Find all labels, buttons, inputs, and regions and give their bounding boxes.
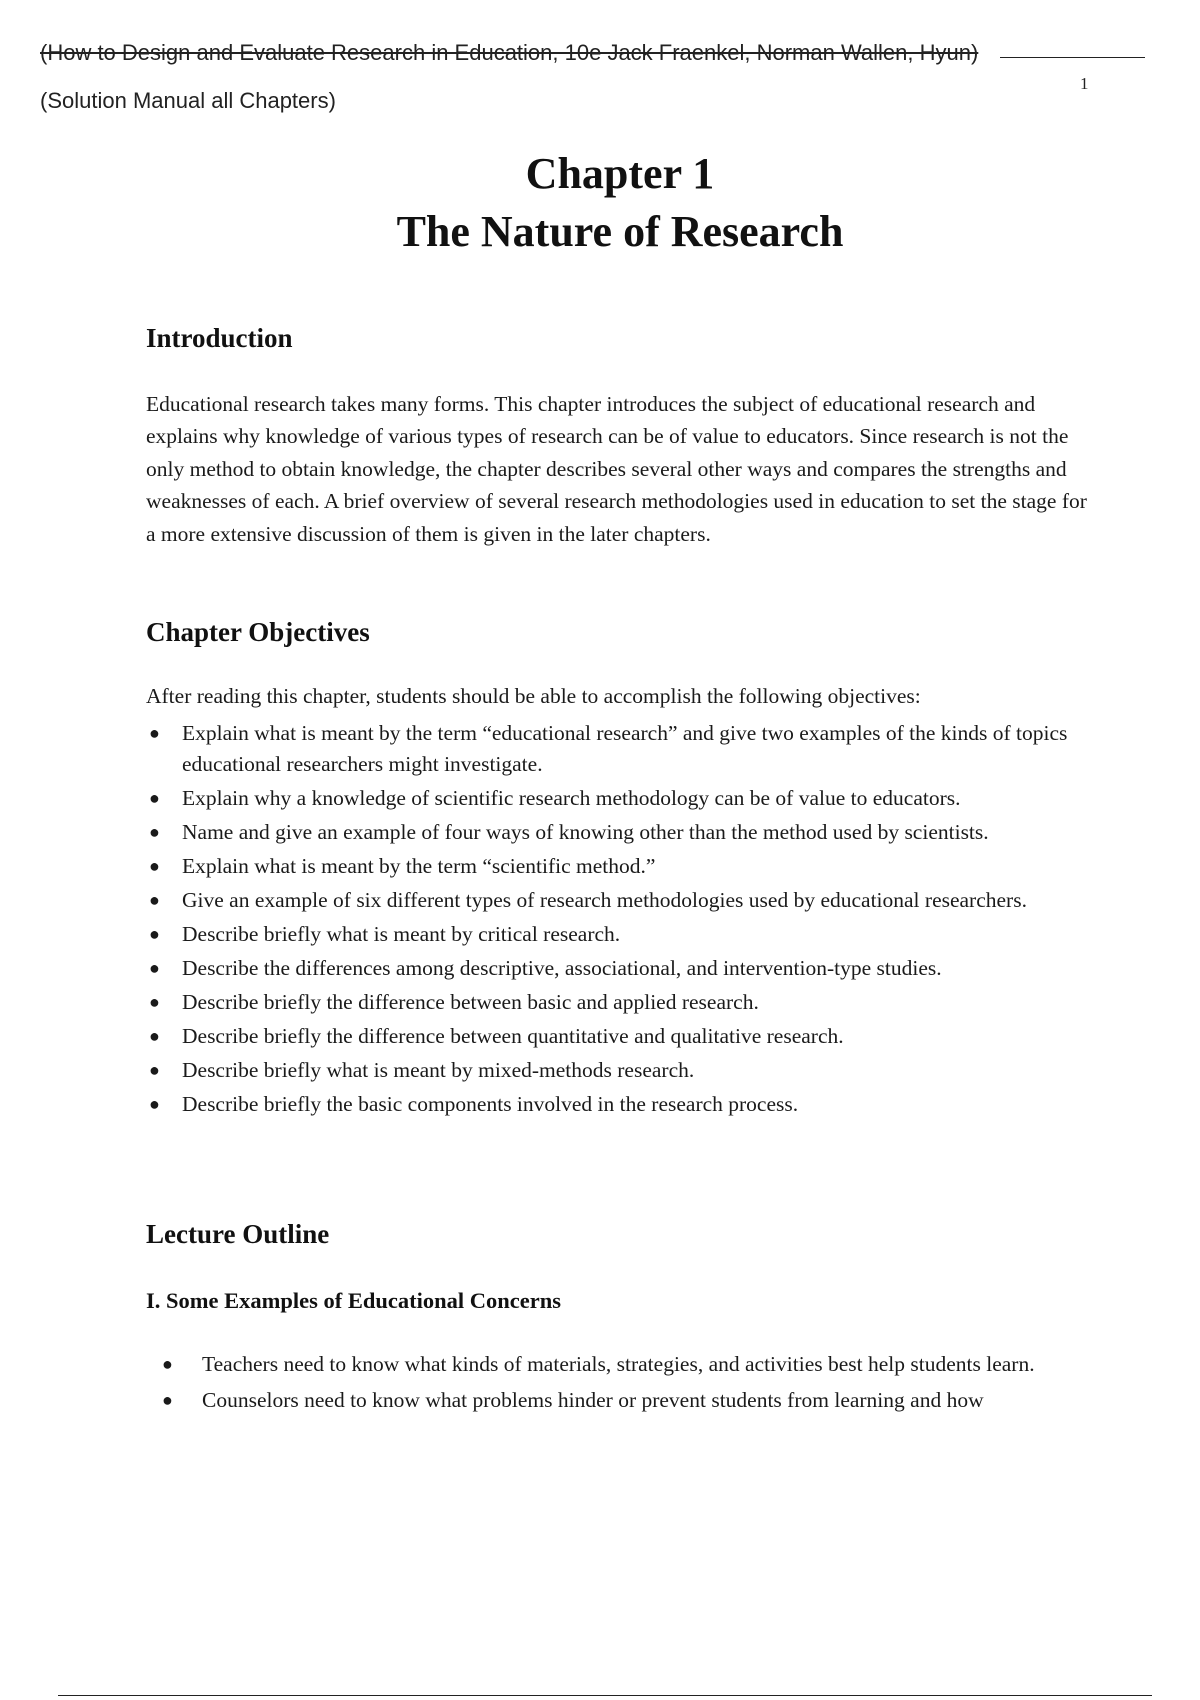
bullet-icon: ● bbox=[149, 1060, 160, 1080]
bullet-icon: ● bbox=[149, 822, 160, 842]
bullet-icon: ● bbox=[162, 1354, 173, 1374]
introduction-heading: Introduction bbox=[146, 323, 293, 353]
bullet-icon: ● bbox=[162, 1390, 173, 1410]
bullet-icon: ● bbox=[149, 856, 160, 876]
page-number: 1 bbox=[1080, 74, 1089, 93]
bullet-icon: ● bbox=[149, 1094, 160, 1114]
header-rule bbox=[1000, 57, 1145, 58]
list-item: ● Describe the differences among descriptive, associational, and intervention-type studies. bbox=[146, 953, 1096, 984]
list-item: ● Describe briefly the difference between quantitative and qualitative research. bbox=[146, 1021, 1096, 1052]
list-item: ● Teachers need to know what kinds of materials, strategies, and activities best help students learn. bbox=[160, 1349, 1090, 1380]
bullet-icon: ● bbox=[149, 1026, 160, 1046]
bullet-icon: ● bbox=[149, 890, 160, 910]
chapter-number: Chapter 1 bbox=[525, 149, 715, 198]
section-heading: I. Some Examples of Educational Concerns bbox=[146, 1288, 562, 1313]
list-item: ● Give an example of six different types of research methodologies used by educational researchers. bbox=[146, 885, 1096, 916]
objectives-lead: After reading this chapter, students should be able to accomplish the following objectives: bbox=[146, 684, 921, 708]
chapter-title: The Nature of Research bbox=[396, 207, 844, 256]
list-item: ● Describe briefly what is meant by critical research. bbox=[146, 919, 1096, 950]
objectives-list bbox=[146, 718, 1096, 1123]
introduction-paragraph: Educational research takes many forms. This chapter introduces the subject of educational research and explains why knowledge of various types of research can be of value to educators. Since research is not the only method to obtain knowledge, the chapter describes several other ways and compares the strengths and weaknesses of each. A brief overview of several research methodologies used in education to set the stage for a more extensive discussion of them is given in the later chapters. bbox=[146, 392, 1087, 546]
list-item: ● Counselors need to know what problems hinder or prevent students from learning and how bbox=[160, 1385, 1090, 1416]
footer-rule bbox=[58, 1695, 1152, 1696]
source-citation: (How to Design and Evaluate Research in Education, 10e Jack Fraenkel, Norman Wallen, Hyun) bbox=[40, 40, 979, 65]
list-item: ● Describe briefly the difference between basic and applied research. bbox=[146, 987, 1096, 1018]
bullet-icon: ● bbox=[149, 992, 160, 1012]
bullet-icon: ● bbox=[149, 788, 160, 808]
list-item: ● Name and give an example of four ways of knowing other than the method used by scientists. bbox=[146, 817, 1096, 848]
list-item: ● Describe briefly the basic components involved in the research process. bbox=[146, 1089, 1096, 1120]
list-item: ● Describe briefly what is meant by mixed-methods research. bbox=[146, 1055, 1096, 1086]
list-item: ● Explain what is meant by the term “educational research” and give two examples of the kinds of topics educational researchers might investigate. bbox=[146, 718, 1096, 780]
objectives-heading: Chapter Objectives bbox=[146, 617, 370, 647]
lecture-outline-heading: Lecture Outline bbox=[146, 1219, 330, 1249]
list-item: ● Explain why a knowledge of scientific research methodology can be of value to educators. bbox=[146, 783, 1096, 814]
examples-list bbox=[160, 1349, 1090, 1421]
bullet-icon: ● bbox=[149, 924, 160, 944]
list-item: ● Explain what is meant by the term “scientific method.” bbox=[146, 851, 1096, 882]
bullet-icon: ● bbox=[149, 958, 160, 978]
source-subtitle: (Solution Manual all Chapters) bbox=[40, 88, 336, 113]
bullet-icon: ● bbox=[149, 723, 160, 743]
